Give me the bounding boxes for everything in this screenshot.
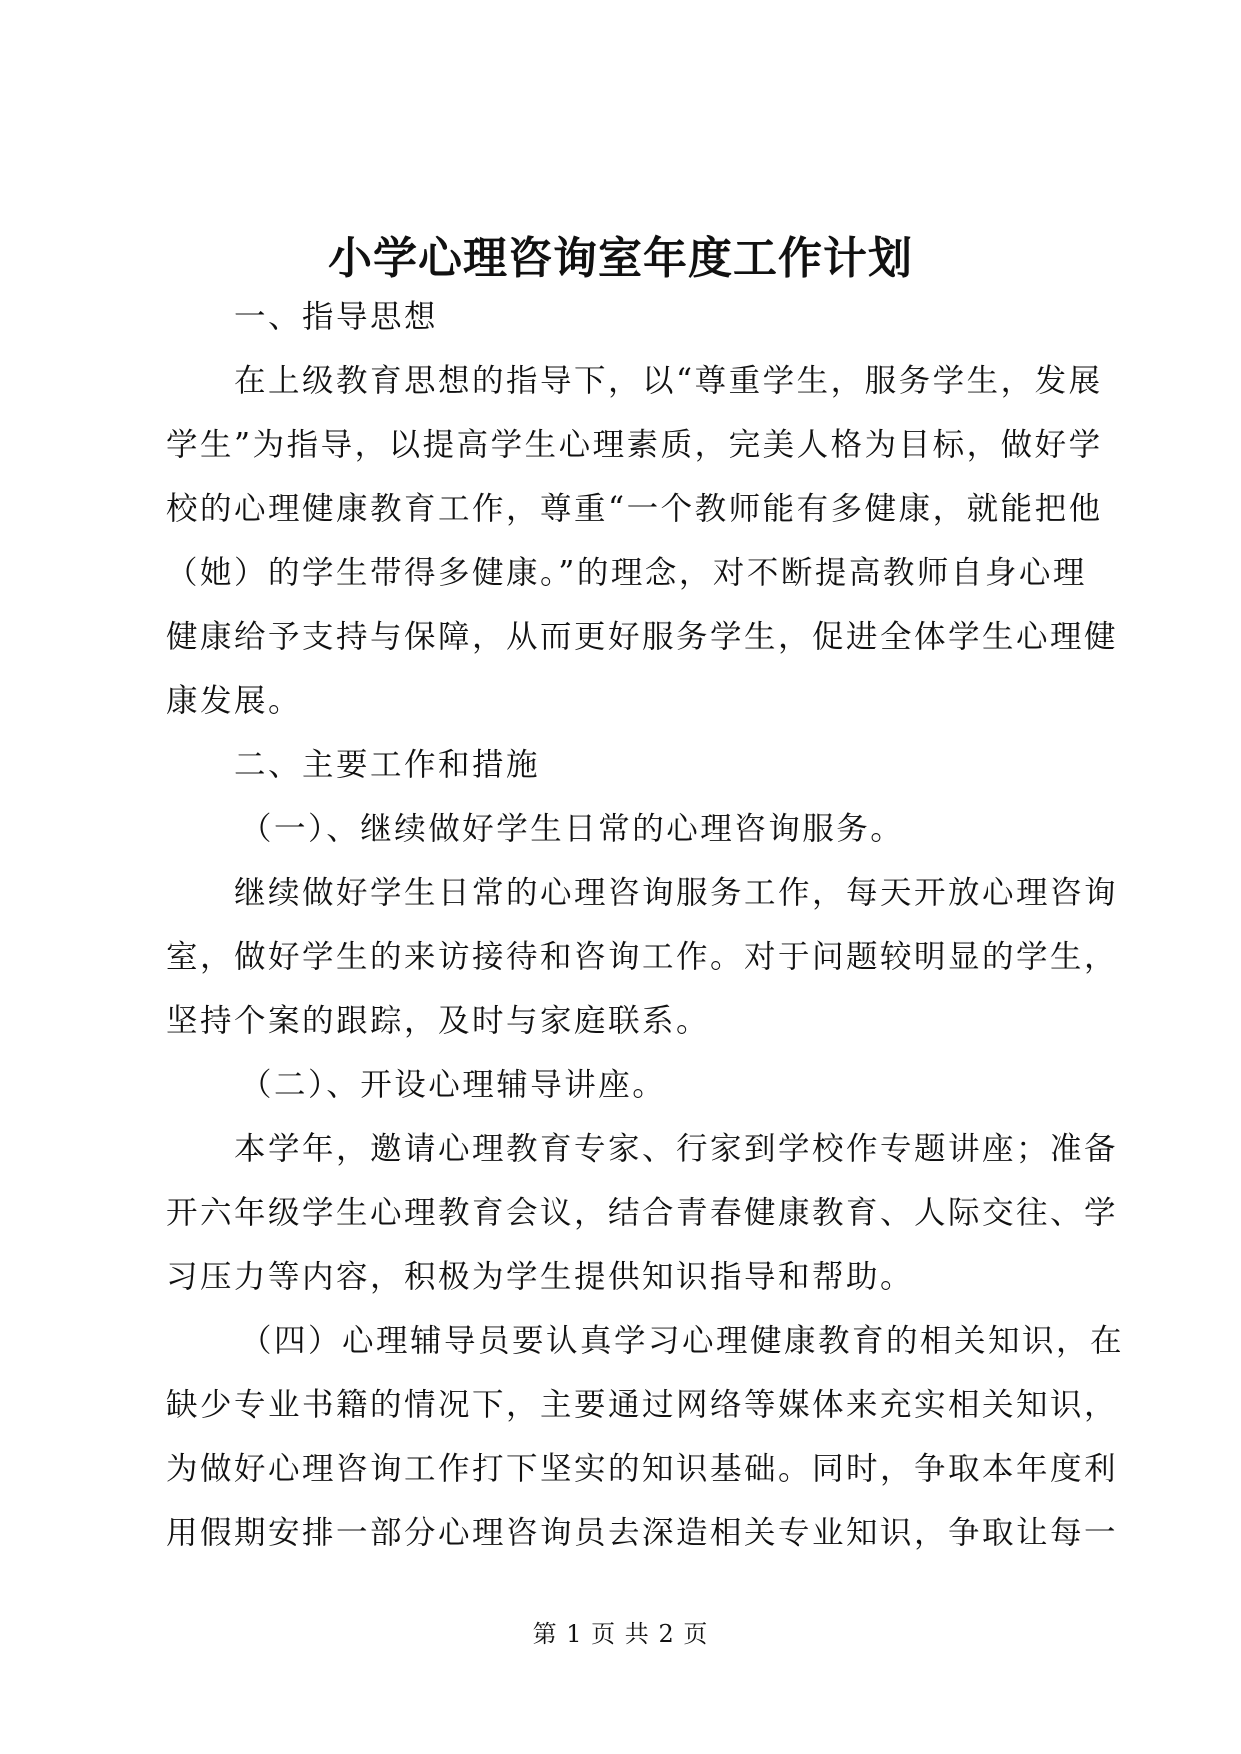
paragraph-line: 继续做好学生日常的心理咨询服务工作，每天开放心理咨询	[234, 875, 1119, 911]
paragraph-line: 康发展。	[166, 683, 303, 719]
paragraph-line: 学生”为指导，以提高学生心理素质，完美人格为目标，做好学	[166, 427, 1103, 463]
paragraph-line: 在上级教育思想的指导下，以“尊重学生，服务学生，发展	[234, 363, 1103, 399]
paragraph-line: 本学年，邀请心理教育专家、行家到学校作专题讲座；准备	[234, 1131, 1119, 1167]
subsection-heading-4: （四）心理辅导员要认真学习心理健康教育的相关知识，在	[240, 1323, 1125, 1359]
paragraph-line: 校的心理健康教育工作，尊重“一个教师能有多健康，就能把他	[166, 491, 1103, 527]
paragraph-line: 缺少专业书籍的情况下，主要通过网络等媒体来充实相关知识，	[166, 1387, 1119, 1423]
page-footer: 第 1 页 共 2 页	[532, 1620, 709, 1648]
document-body	[166, 285, 1125, 1565]
paragraph-line: 开六年级学生心理教育会议，结合青春健康教育、人际交往、学	[166, 1195, 1119, 1231]
section-heading-main-work: 二、主要工作和措施	[234, 747, 541, 783]
paragraph-line: 为做好心理咨询工作打下坚实的知识基础。同时，争取本年度利	[166, 1451, 1119, 1487]
subsection-heading-1: （一）、继续做好学生日常的心理咨询服务。	[240, 811, 905, 847]
paragraph-line: 习压力等内容，积极为学生提供知识指导和帮助。	[166, 1259, 915, 1295]
paragraph-line: 室，做好学生的来访接待和咨询工作。对于问题较明显的学生，	[166, 939, 1119, 975]
document-title: 小学心理咨询室年度工作计划	[328, 233, 913, 284]
subsection-heading-2: （二）、开设心理辅导讲座。	[240, 1067, 667, 1103]
paragraph-line: 健康给予支持与保障，从而更好服务学生，促进全体学生心理健	[166, 619, 1119, 655]
section-heading-guiding-ideology: 一、指导思想	[234, 299, 439, 335]
paragraph-line: 坚持个案的跟踪，及时与家庭联系。	[166, 1003, 711, 1039]
paragraph-line: 用假期安排一部分心理咨询员去深造相关专业知识，争取让每一	[166, 1515, 1119, 1551]
paragraph-line: （她）的学生带得多健康。”的理念，对不断提高教师自身心理	[166, 555, 1087, 591]
